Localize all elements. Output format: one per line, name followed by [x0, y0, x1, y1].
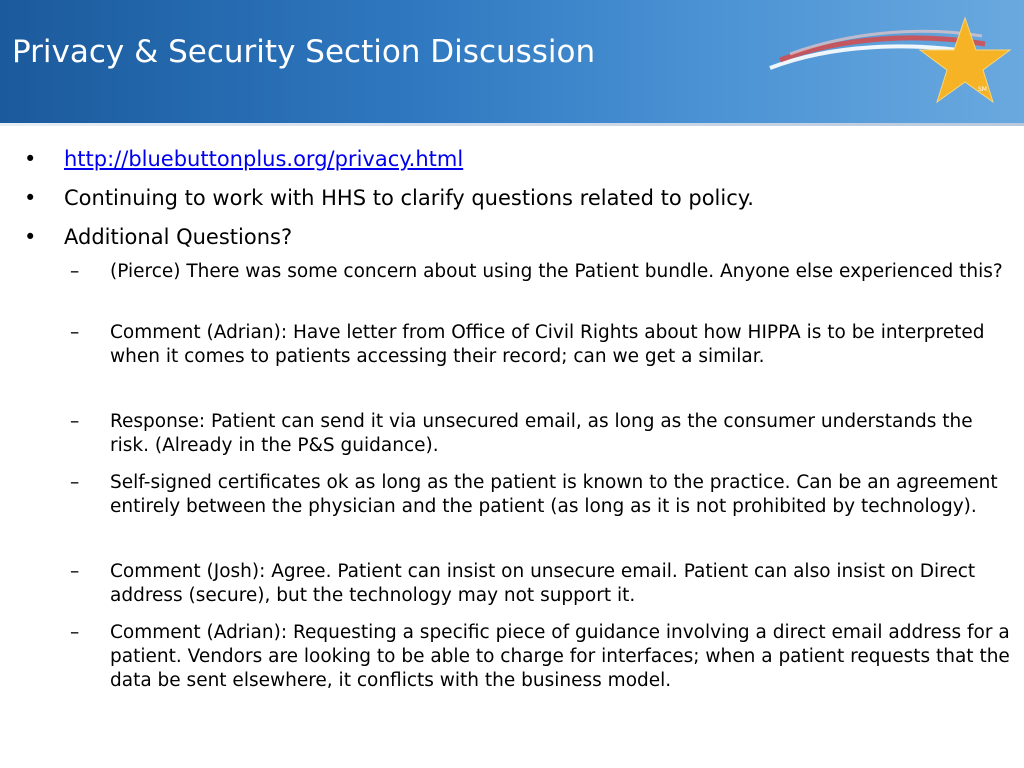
sub-bullet-text: (Pierce) There was some concern about using the Patient bundle. Anyone else experienced this?: [110, 261, 1003, 282]
bullet-glyph: •: [24, 186, 37, 210]
sub-bullet-text: Comment (Adrian): Requesting a specific piece of guidance involving a direct email address for a patient. Vendors are looking to be able to charge for interfaces; when a patient requests that the data be sent elsewhere, it conflicts with the business model.: [110, 622, 1010, 691]
sub-bullet-text: Self-signed certificates ok as long as the patient is known to the practice. Can be an agreement entirely between the physician and the patient (as long as it is not prohibited by technology).: [110, 472, 998, 517]
sub-bullet-text: Comment (Adrian): Have letter from Office of Civil Rights about how HIPPA is to be interpreted when it comes to patients accessing their record; can we get a similar.: [110, 322, 985, 367]
bullet-item: [24, 185, 1004, 211]
bullet-glyph: •: [24, 147, 37, 171]
sub-bullet-item: [70, 560, 1010, 608]
dash-glyph: –: [70, 561, 80, 582]
bullet-item: [24, 146, 1004, 172]
sub-bullet-item: [70, 410, 1010, 458]
blue-button-star-logo-icon: [760, 0, 1024, 125]
bullet-text: Additional Questions?: [64, 225, 293, 249]
bullet-item: [24, 224, 1004, 250]
dash-glyph: –: [70, 261, 80, 282]
dash-glyph: –: [70, 322, 80, 343]
sub-bullet-item: [70, 621, 1010, 693]
bullet-text: Continuing to work with HHS to clarify questions related to policy.: [64, 186, 754, 210]
sub-bullet-item: [70, 471, 1010, 519]
slide-header: [0, 0, 1024, 125]
dash-glyph: –: [70, 411, 80, 432]
service-mark: SM: [978, 86, 987, 93]
sub-bullet-text: Response: Patient can send it via unsecured email, as long as the consumer understands the risk. (Already in the P&S guidance).: [110, 411, 973, 456]
privacy-link[interactable]: http://bluebuttonplus.org/privacy.html: [64, 147, 464, 171]
dash-glyph: –: [70, 622, 80, 643]
bullet-glyph: •: [24, 225, 37, 249]
sub-bullet-item: [70, 260, 1010, 284]
sub-bullet-item: [70, 321, 1010, 369]
header-divider: [0, 123, 1024, 126]
dash-glyph: –: [70, 472, 80, 493]
sub-bullet-text: Comment (Josh): Agree. Patient can insist on unsecure email. Patient can also insist on Direct address (secure), but the technology may not support it.: [110, 561, 976, 606]
slide-title: Privacy & Security Section Discussion: [12, 34, 596, 70]
